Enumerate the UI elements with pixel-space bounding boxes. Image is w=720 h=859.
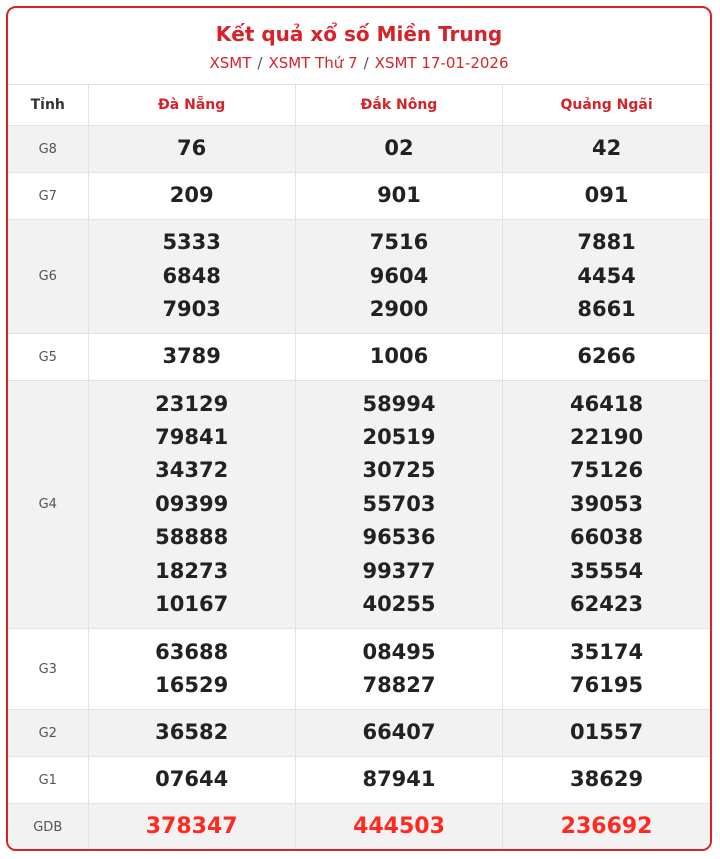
prize-cell	[295, 173, 502, 220]
prize-number: 39053	[570, 491, 644, 516]
prize-number: 35174	[570, 639, 644, 664]
prize-cell	[503, 757, 710, 804]
prize-cell	[503, 381, 710, 629]
prize-number: 1006	[369, 344, 429, 369]
breadcrumb-xsmt-weekday[interactable]: XSMT Thứ 7	[268, 54, 358, 72]
prize-cell	[88, 804, 295, 851]
prize-row-g4	[8, 381, 710, 629]
column-header-da-nang[interactable]: Đà Nẵng	[88, 85, 295, 126]
prize-cell	[295, 757, 502, 804]
prize-cell	[295, 334, 502, 381]
prize-number: 40255	[362, 592, 436, 617]
prize-number: 07644	[155, 767, 229, 792]
prize-cell	[295, 804, 502, 851]
prize-number: 8661	[577, 297, 636, 322]
prize-number: 9604	[369, 263, 429, 288]
prize-row-g2	[8, 710, 710, 757]
page-title: Kết quả xổ số Miền Trung	[215, 22, 503, 46]
prize-cell	[88, 757, 295, 804]
prize-cell	[503, 334, 710, 381]
prize-label: G1	[8, 757, 88, 804]
prize-number: 08495	[362, 639, 436, 664]
prize-cell	[503, 804, 710, 851]
column-header-province-label: Tỉnh	[8, 85, 88, 126]
prize-cell	[503, 710, 710, 757]
prize-number: 5333	[162, 230, 221, 255]
prize-number: 7516	[369, 230, 429, 255]
prize-number: 7881	[577, 230, 636, 255]
prize-cell	[88, 629, 295, 710]
prize-number: 209	[169, 183, 214, 208]
prize-number: 38629	[570, 767, 644, 792]
prize-label: G3	[8, 629, 88, 710]
prize-number: 66407	[362, 720, 436, 745]
prize-number: 30725	[362, 458, 436, 483]
prize-number: 20519	[362, 424, 436, 449]
prize-cell	[503, 173, 710, 220]
prize-row-g1	[8, 757, 710, 804]
prize-cell	[295, 629, 502, 710]
prize-number: 76195	[570, 673, 644, 697]
prize-cell	[295, 381, 502, 629]
prize-cell	[88, 334, 295, 381]
prize-number: 6266	[577, 344, 636, 369]
prize-cell	[295, 126, 502, 173]
prize-number: 3789	[162, 344, 221, 369]
prize-label: GDB	[8, 804, 88, 851]
results-card	[6, 6, 712, 851]
prize-number: 16529	[155, 673, 229, 697]
prize-number: 22190	[570, 424, 644, 449]
prize-cell	[503, 629, 710, 710]
prize-number: 2900	[369, 297, 429, 322]
prize-number: 6848	[162, 263, 221, 288]
results-table	[8, 85, 710, 851]
prize-number: 10167	[155, 592, 229, 617]
prize-label: G6	[8, 220, 88, 334]
prize-number: 18273	[155, 558, 229, 583]
prize-number: 63688	[155, 639, 229, 664]
jackpot-number: 378347	[145, 814, 238, 840]
prize-number: 09399	[155, 491, 229, 516]
jackpot-number: 444503	[353, 814, 445, 840]
prize-number: 46418	[570, 391, 644, 416]
prize-number: 99377	[362, 558, 436, 583]
prize-number: 02	[384, 136, 414, 161]
prize-cell	[295, 710, 502, 757]
prize-cell	[503, 126, 710, 173]
prize-cell	[88, 381, 295, 629]
breadcrumb-xsmt[interactable]: XSMT	[209, 54, 252, 72]
breadcrumb-separator: /	[363, 54, 369, 72]
prize-number: 35554	[570, 558, 644, 583]
prize-label: G7	[8, 173, 88, 220]
prize-cell	[88, 173, 295, 220]
prize-cell	[88, 220, 295, 334]
table-header-row	[8, 85, 710, 126]
prize-number: 62423	[570, 592, 644, 617]
column-header-dak-nong[interactable]: Đắk Nông	[295, 85, 502, 126]
prize-cell	[88, 710, 295, 757]
prize-row-g8	[8, 126, 710, 173]
jackpot-number: 236692	[560, 814, 653, 840]
prize-label: G4	[8, 381, 88, 629]
prize-cell	[88, 126, 295, 173]
prize-number: 4454	[577, 263, 636, 288]
prize-number: 78827	[362, 673, 436, 697]
prize-number: 58994	[362, 391, 436, 416]
prize-number: 75126	[570, 458, 644, 483]
breadcrumb-xsmt-date[interactable]: XSMT 17-01-2026	[374, 54, 509, 72]
prize-cell	[503, 220, 710, 334]
prize-row-g6	[8, 220, 710, 334]
prize-label: G8	[8, 126, 88, 173]
prize-label: G5	[8, 334, 88, 381]
prize-label: G2	[8, 710, 88, 757]
prize-number: 87941	[362, 767, 436, 792]
prize-number: 55703	[362, 491, 436, 516]
prize-number: 01557	[570, 720, 644, 745]
prize-number: 23129	[155, 391, 229, 416]
results-body	[8, 126, 710, 851]
prize-number: 901	[377, 183, 421, 208]
breadcrumb	[8, 54, 710, 72]
prize-number: 36582	[155, 720, 229, 745]
prize-row-g5	[8, 334, 710, 381]
prize-row-g3	[8, 629, 710, 710]
prize-cell	[295, 220, 502, 334]
prize-number: 42	[591, 136, 622, 161]
prize-row-g7	[8, 173, 710, 220]
prize-number: 58888	[155, 525, 229, 550]
prize-row-gdb	[8, 804, 710, 851]
prize-number: 66038	[570, 525, 644, 550]
prize-number: 091	[584, 183, 629, 208]
prize-number: 34372	[155, 458, 229, 483]
prize-number: 79841	[155, 424, 229, 449]
breadcrumb-separator: /	[257, 54, 263, 72]
prize-number: 76	[177, 136, 207, 161]
column-header-quang-ngai[interactable]: Quảng Ngãi	[503, 85, 710, 126]
prize-number: 7903	[162, 297, 221, 322]
prize-number: 96536	[362, 525, 436, 550]
results-header	[8, 8, 710, 85]
